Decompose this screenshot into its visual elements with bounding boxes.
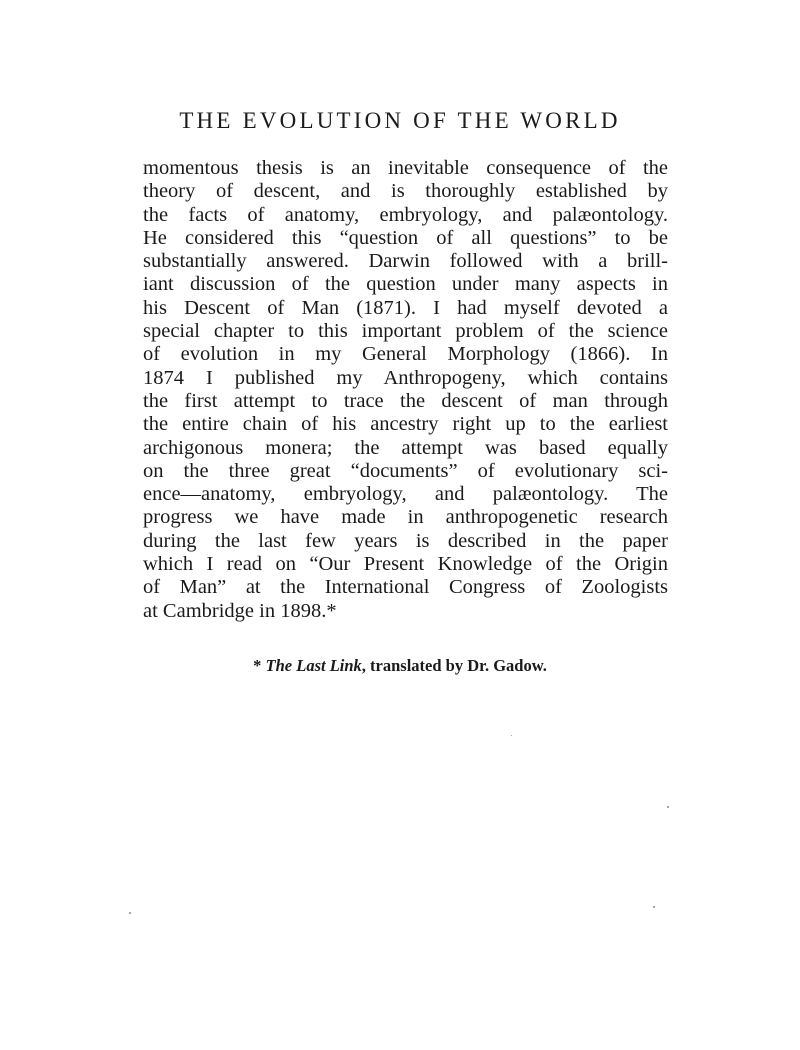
body-line: of evolution in my General Morphology (1866). In <box>143 343 668 366</box>
body-line: ence—anatomy, embryology, and palæontology. The <box>143 483 668 506</box>
body-line: which I read on “Our Present Knowledge of the Origin <box>143 553 668 576</box>
body-line: momentous thesis is an inevitable consequence of the <box>143 157 668 179</box>
footnote-marker: * <box>253 656 266 675</box>
footnote-title: The Last Link <box>265 656 362 675</box>
scan-speck <box>653 906 655 908</box>
scan-speck <box>511 735 512 736</box>
body-line: substantially answered. Darwin followed with a brill- <box>143 250 668 273</box>
body-line: the facts of anatomy, embryology, and palæontology. <box>143 203 668 226</box>
body-line: on the three great “documents” of evolutionary sci- <box>143 459 668 482</box>
running-head: THE EVOLUTION OF THE WORLD <box>179 108 621 133</box>
body-line: progress we have made in anthropogenetic research <box>143 506 668 529</box>
body-text <box>143 157 668 623</box>
footnote-text: , translated by Dr. Gadow. <box>361 656 547 675</box>
body-line: the first attempt to trace the descent of man through <box>143 389 668 412</box>
body-line: 1874 I published my Anthropogeny, which contains <box>143 366 668 389</box>
body-line: of Man” at the International Congress of Zoologists <box>143 576 668 599</box>
body-line: special chapter to this important problem of the science <box>143 320 668 343</box>
body-line: the entire chain of his ancestry right up to the earliest <box>143 413 668 436</box>
scan-speck <box>667 806 669 808</box>
footnote <box>0 656 800 676</box>
scan-speck <box>129 912 131 914</box>
body-line-last: at Cambridge in 1898.* <box>143 599 337 622</box>
body-line: during the last few years is described in the paper <box>143 529 668 552</box>
body-line: iant discussion of the question under many aspects in <box>143 273 668 296</box>
body-line: He considered this “question of all questions” to be <box>143 226 668 249</box>
body-line: his Descent of Man (1871). I had myself devoted a <box>143 296 668 319</box>
body-line: archigonous monera; the attempt was based equally <box>143 436 668 459</box>
body-line: theory of descent, and is thoroughly established by <box>143 180 668 203</box>
